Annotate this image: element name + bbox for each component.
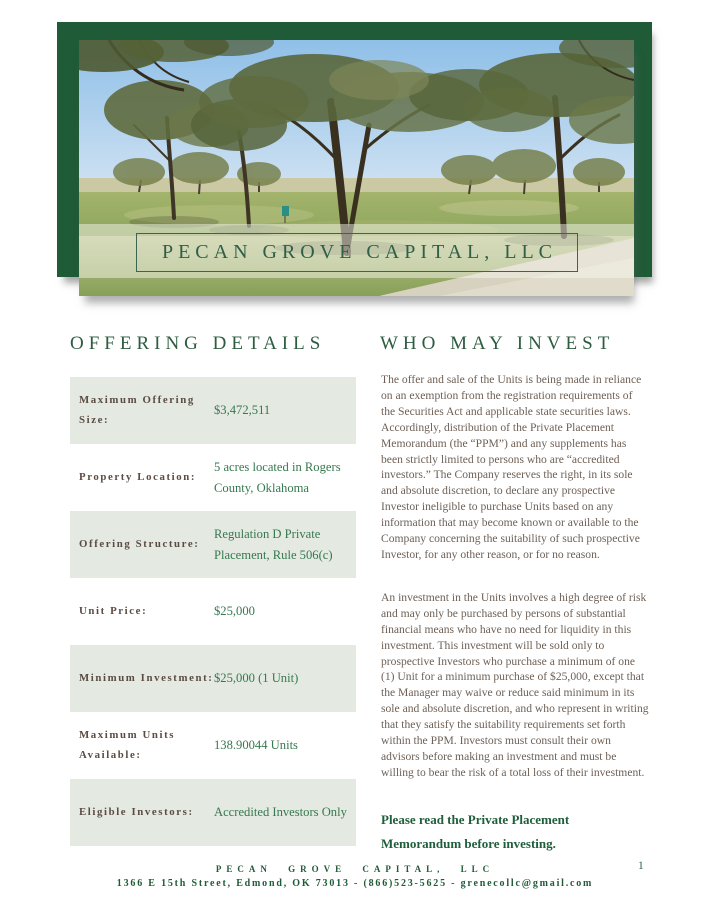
offering-row: [70, 645, 356, 712]
offering-row-value: $25,000: [214, 604, 255, 619]
offering-row-value: Regulation D Private Placement, Rule 506(c): [214, 526, 333, 562]
offering-row: [70, 444, 356, 511]
who-may-invest-section: [381, 372, 649, 856]
footer-company: PECAN GROVE CAPITAL, LLC: [215, 864, 495, 874]
offering-row: [70, 779, 356, 846]
offering-row-label: Maximum Units Available:: [79, 728, 176, 761]
company-title: PECAN GROVE CAPITAL, LLC: [161, 241, 558, 263]
title-banner: [79, 224, 634, 278]
offering-row-value: 5 acres located in Rogers County, Oklahoma: [214, 459, 341, 495]
who-may-invest-heading: WHO MAY INVEST: [380, 333, 615, 354]
offering-row-value: 138.90044 Units: [214, 738, 298, 753]
ppm-notice: Please read the Private Placement Memorandum before investing.: [381, 811, 570, 851]
offering-row-value: Accredited Investors Only: [214, 805, 347, 820]
grove-photo: [79, 40, 634, 296]
title-box: [136, 233, 578, 272]
offering-row-value: $3,472,511: [214, 403, 271, 418]
offering-row-label: Property Location:: [79, 470, 197, 483]
offering-row-label: Unit Price:: [79, 604, 148, 617]
offering-row-value: $25,000 (1 Unit): [214, 671, 299, 686]
offering-details-table: [70, 377, 356, 846]
body-paragraph: The offer and sale of the Units is being made in reliance on an exemption from the registration requirements of the Securities Act and applicable state securities laws. Accordingly, distribution of the Private Placement Memorandum (the “PPM”) and any supplements has been strictly limited to persons who are “accredited investors.” The Company reserves the right, in its sole and absolute discretion, to declare any prospective Investor ineligible to purchase Units based on any information that may become known or available to the Company concerning the suitability of such prospective Investor, for any other reason, or for no reason.: [381, 373, 642, 561]
page-number: 1: [638, 860, 644, 872]
offering-details-heading: OFFERING DETAILS: [70, 333, 326, 354]
footer: [0, 864, 710, 889]
offering-row-label: Maximum Offering Size:: [79, 393, 195, 426]
offering-row: [70, 578, 356, 645]
offering-row-label: Offering Structure:: [79, 537, 200, 550]
offering-row: [70, 712, 356, 779]
offering-row-label: Eligible Investors:: [79, 805, 194, 818]
footer-address: 1366 E 15th Street, Edmond, OK 73013 - (866)523-5625 - grenecollc@gmail.com: [116, 878, 594, 889]
offering-row: [70, 511, 356, 578]
offering-row: [70, 377, 356, 444]
offering-row-label: Minimum Investment:: [79, 671, 214, 684]
body-paragraph: An investment in the Units involves a high degree of risk and may only be purchased by persons of substantial financial means who have no need for liquidity in this investment. This investment will be sold only to prospective Investors who purchase a minimum of one (1) Unit for a minimum purchase of $25,000, except that the Manager may waive or reduce said minimum in its sole and absolute discretion, and who represent in writing that they satisfy the suitability requirements set forth within the PPM. Investors must consult their own advisors before making an investment and must be willing to bear the risk of a total loss of their investment.: [381, 590, 649, 779]
